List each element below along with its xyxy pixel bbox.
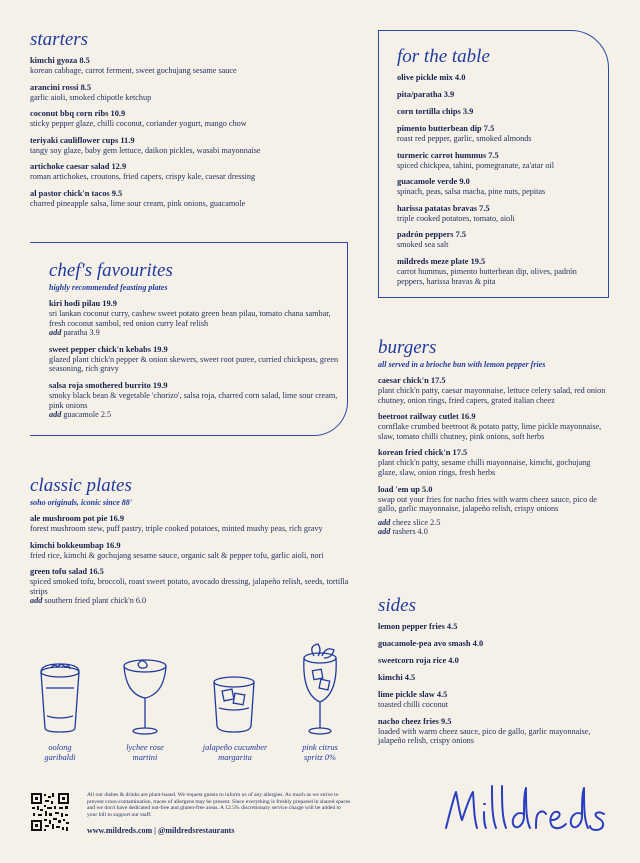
add-on-label: add [49, 328, 62, 338]
menu-item-name: teriyaki cauliflower cups 11.9 [30, 135, 135, 145]
for-the-table-section [397, 47, 602, 286]
menu-item-name: sweet pepper chick'n kebabs 19.9 [49, 344, 168, 354]
menu-item-name: kimchi gyoza 8.5 [30, 56, 90, 65]
menu-item-name: load 'em up 5.0 [378, 484, 433, 494]
menu-item [30, 514, 350, 534]
burgers-subtitle: all served in a brioche bun with lemon pepper fries [378, 360, 546, 369]
spritz-glass-icon [300, 642, 340, 738]
menu-item [397, 151, 602, 171]
menu-item [378, 622, 610, 632]
menu-item [30, 109, 350, 129]
menu-item-name: padrón peppers 7.5 [397, 230, 467, 240]
menu-item-name: kimchi 4.5 [378, 673, 416, 682]
menu-item-name: al pastor chick'n tacos 9.5 [30, 188, 123, 198]
add-on-label: add [378, 517, 391, 527]
menu-item-description: korean cabbage, carrot ferment, sweet gochujang sesame sauce [30, 66, 237, 75]
starters-section [30, 30, 350, 209]
for-the-table-title: for the table [397, 46, 490, 67]
allergy-disclaimer: All our dishes & drinks are plant-based. We request guests to inform us of any allergies. As much as we strive to prevent cross-contamination, traces of allergens may be present. Since everything is freshly prepared in shared spaces and we don't have dedicated nut-free and gluten-free areas. A 12.5% discretionary service charge will be added to your bill to support our staff. [87, 792, 351, 818]
starters-list [30, 56, 350, 209]
chefs-favourites-subtitle: highly recommended feasting plates [49, 283, 168, 292]
menu-item-description: plant chick'n patty, caesar mayonnaise, lettuce celery salad, red onion chutney, onion rings, fried capers, grated italian cheez [378, 386, 606, 405]
qr-code-icon[interactable] [30, 792, 70, 832]
menu-item-description: fried rice, kimchi & gochujang sesame sauce, organic salt & pepper tofu, garlic aioli, nori [30, 550, 324, 560]
chefs-favourites-title: chef's favourites [49, 260, 173, 281]
menu-item [30, 567, 350, 606]
menu-item [30, 136, 350, 156]
add-on-text: guacamole 2.5 [61, 410, 112, 420]
menu-item-description: garlic aioli, smoked chipotle ketchup [30, 92, 152, 102]
for-the-table-list [397, 73, 602, 286]
chefs-favourites-section [49, 261, 341, 420]
menu-item [397, 90, 602, 100]
drink-label-lychee-rose-martini: lychee rose martini [126, 743, 164, 762]
menu-item-name: turmeric carrot hummus 7.5 [397, 150, 499, 160]
menu-item [397, 124, 602, 144]
menu-item [378, 448, 610, 477]
oolong-garibaldi-icon [35, 658, 85, 736]
menu-item-name: ale mushroom pot pie 16.9 [30, 514, 125, 523]
menu-item [49, 345, 341, 374]
menu-item [378, 717, 610, 746]
menu-item-description: triple cooked potatoes, tomato, aioli [397, 213, 515, 223]
menu-item-description: roman artichokes, croutons, fried capers, crispy kale, caesar dressing [30, 172, 256, 182]
menu-item-description: sticky pepper glaze, chilli coconut, coriander yogurt, mango chow [30, 119, 247, 129]
burger-add-on [378, 518, 610, 528]
menu-item-name: nacho cheez fries 9.5 [378, 716, 452, 726]
menu-item-name: salsa roja smothered burrito 19.9 [49, 380, 168, 390]
menu-item [30, 541, 350, 561]
classic-plates-section [30, 476, 350, 606]
menu-item-name: korean fried chick'n 17.5 [378, 448, 468, 458]
margarita-glass-icon [210, 674, 258, 736]
menu-item-name: harissa patatas bravas 7.5 [397, 203, 490, 213]
menu-item-name: arancini rossi 8.5 [30, 82, 92, 92]
menu-item-description: spiced smoked tofu, broccoli, roast sweet potato, avocado dressing, jalapeño relish, seeds, tortilla strips [30, 577, 349, 596]
add-on-text: paratha 3.9 [61, 328, 100, 338]
menu-item-description: plant chick'n patty, sesame chilli mayonnaise, kimchi, gochujang glaze, slaw, onion rings, fresh herbs [378, 458, 591, 477]
drink-label-pink-citrus-spritz: pink citrus spritz 0% [302, 743, 338, 762]
add-on-label: add [49, 410, 62, 420]
menu-item [378, 673, 610, 683]
menu-item [378, 485, 610, 514]
menu-item-name: coconut bbq corn ribs 10.9 [30, 109, 126, 119]
menu-item-name: lime pickle slaw 4.5 [378, 690, 448, 699]
menu-item-name: kiri hodi pilau 19.9 [49, 299, 117, 308]
burgers-title: burgers [378, 337, 437, 358]
menu-item [30, 189, 350, 209]
burgers-list [378, 376, 610, 514]
classic-plates-list [30, 514, 350, 606]
menu-item-name: kimchi bokkeumbap 16.9 [30, 540, 121, 550]
menu-item [30, 162, 350, 182]
menu-item-name: guacamole verde 9.0 [397, 177, 470, 187]
menu-item-name: lemon pepper fries 4.5 [378, 622, 458, 631]
menu-item [397, 73, 602, 83]
menu-item [30, 56, 350, 76]
sides-title: sides [378, 595, 416, 616]
sides-section [378, 596, 610, 746]
menu-item-add-on [30, 596, 350, 606]
menu-item-description: cornflake crumbed beetroot & potato patty, lime pickle mayonnaise, slaw, tomato chilli chutney, pink onions, soft herbs [378, 422, 602, 441]
menu-item-name: caesar chick'n 17.5 [378, 376, 446, 385]
classic-plates-subtitle: soho originals, iconic since 88' [30, 498, 133, 507]
menu-item [378, 412, 610, 441]
menu-item-description: carrot hummus, pimento butterbean dip, olives, padrón peppers, harissa bravas & pita [397, 266, 577, 286]
menu-item-name: mildreds meze plate 19.5 [397, 256, 486, 266]
menu-item [397, 257, 602, 286]
sides-list [378, 622, 610, 746]
add-on-text: cheez slice 2.5 [390, 517, 441, 527]
menu-item-description: smoked sea salt [397, 240, 449, 250]
chefs-favourites-list [49, 299, 341, 420]
menu-item [378, 690, 610, 710]
menu-item-description: toasted chilli coconut [378, 700, 449, 709]
menu-item [397, 107, 602, 117]
menu-item-description: swap out your fries for nacho fries with warm cheez sauce, pico de gallo, garlic mayonnaise, jalapeño relish, crispy onions [378, 494, 597, 514]
martini-glass-icon [120, 654, 170, 738]
menu-item [49, 381, 341, 420]
menu-item-description: loaded with warm cheez sauce, pico de gallo, garlic mayonnaise, jalapeño relish, crispy onions [378, 726, 591, 746]
menu-item-name: guacamole-pea avo smash 4.0 [378, 639, 484, 648]
classic-plates-title: classic plates [30, 475, 132, 496]
menu-item-description: roast red pepper, garlic, smoked almonds [397, 134, 532, 143]
menu-item-description: glazed plant chick'n pepper & onion skewers, sweet root puree, curried chickpeas, green seasoning, rich gravy [49, 354, 339, 374]
menu-item-name: green tofu salad 16.5 [30, 567, 104, 577]
menu-item [378, 376, 610, 405]
menu-item-name: pimento butterbean dip 7.5 [397, 124, 495, 133]
menu-item-description: spinach, peas, salsa macha, pine nuts, pepitas [397, 187, 546, 197]
drink-label-jalapeno-margarita: jalapeño cucumber margarita [202, 743, 268, 762]
add-on-text: rashers 4.0 [390, 527, 428, 537]
burgers-add-ons [378, 518, 610, 537]
menu-item [30, 83, 350, 103]
menu-item-name: beetroot railway cutlet 16.9 [378, 412, 476, 422]
menu-item [378, 639, 610, 649]
menu-item-description: charred pineapple salsa, lime sour cream, pink onions, guacamole [30, 198, 246, 208]
menu-item-name: sweetcorn roja rice 4.0 [378, 656, 459, 665]
burger-add-on [378, 527, 610, 537]
menu-item-description: forest mushroom stew, puff pastry, triple cooked potatoes, minted mushy peas, rich gravy [30, 524, 323, 533]
burgers-section [378, 338, 610, 537]
menu-item-description: tangy soy glaze, baby gem lettuce, daikon pickles, wasabi mayonnaise [30, 145, 261, 155]
menu-item-add-on [49, 410, 341, 420]
starters-title: starters [30, 29, 89, 50]
menu-item-description: spiced chickpea, tahini, pomegranate, za'atar oil [397, 160, 554, 170]
menu-item-name: pita/paratha 3.9 [397, 90, 455, 99]
mildreds-logo [440, 782, 615, 842]
menu-item [49, 299, 341, 338]
menu-item-name: olive pickle mix 4.0 [397, 73, 466, 82]
drinks-row [20, 640, 360, 770]
add-on-text: southern fried plant chick'n 6.0 [42, 596, 147, 606]
menu-item [397, 177, 602, 197]
menu-item [397, 230, 602, 250]
website-and-social[interactable]: www.mildreds.com | @mildredsrestaurants [87, 826, 235, 835]
menu-item-name: artichoke caesar salad 12.9 [30, 162, 127, 172]
add-on-label: add [378, 527, 391, 537]
menu-item-add-on [49, 328, 341, 338]
drink-label-oolong-garibaldi: oolong garibaldi [44, 743, 76, 762]
menu-item-description: sri lankan coconut curry, cashew sweet potato green bean pilau, tomato chana sambar, fresh coconut sambol, red onion curry leaf relish [49, 309, 331, 328]
menu-item-name: corn tortilla chips 3.9 [397, 107, 474, 116]
menu-item-description: smoky black bean & vegetable 'chorizo', salsa roja, charred corn salad, lime sour cream, pink onions [49, 390, 338, 410]
add-on-label: add [30, 596, 43, 606]
menu-item [397, 204, 602, 224]
menu-item [378, 656, 610, 666]
